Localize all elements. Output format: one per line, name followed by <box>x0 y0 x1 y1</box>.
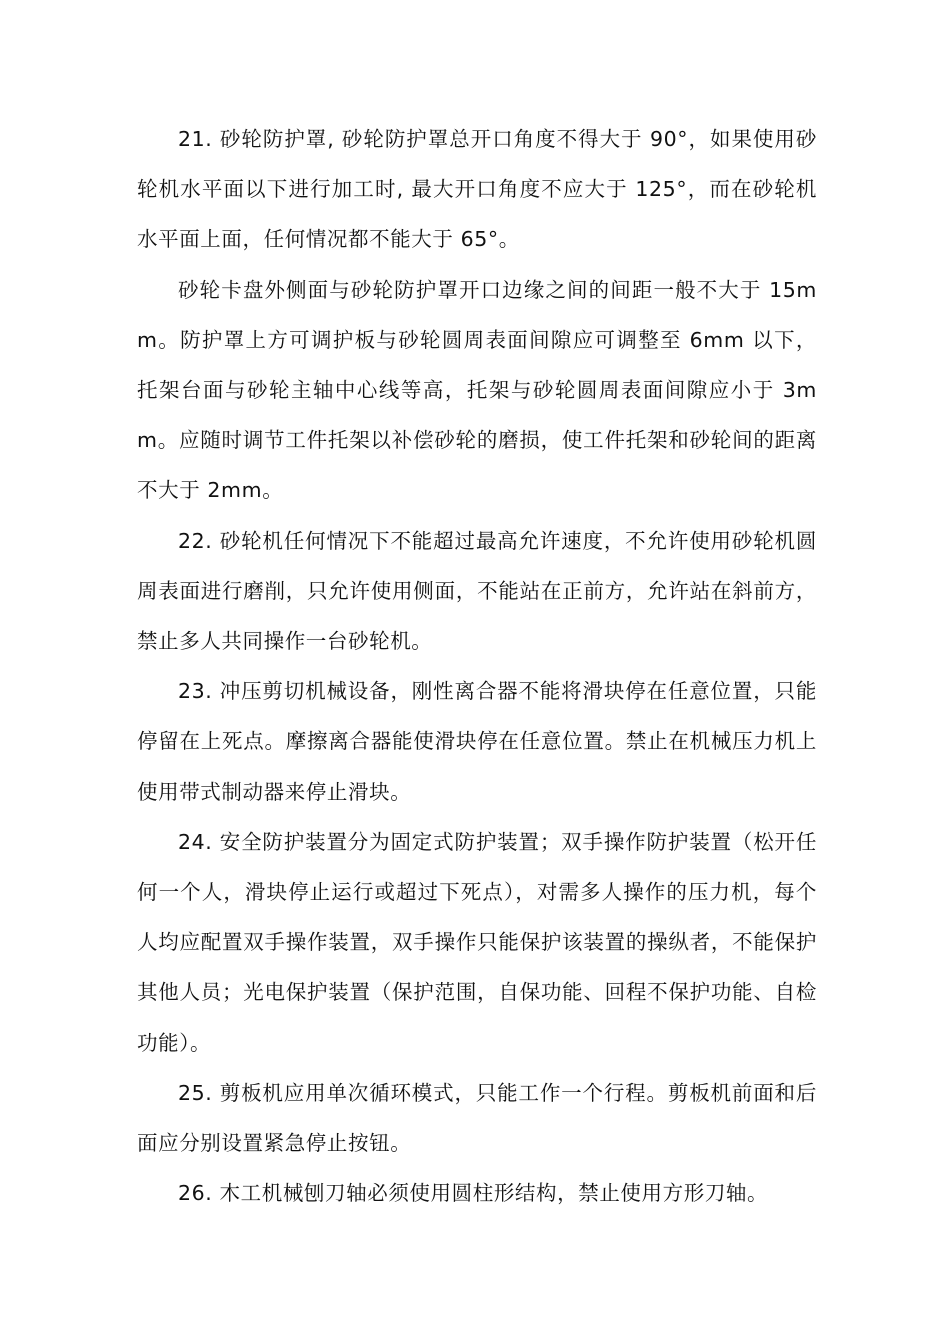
paragraph-21: 21. 砂轮防护罩, 砂轮防护罩总开口角度不得大于 90°，如果使用砂轮机水平面以下进行加工时, 最大开口角度不应大于 125°，而在砂轮机水平面上面，任何情况都不能大于 65°。 <box>137 127 817 252</box>
paragraph-26: 26. 木工机械刨刀轴必须使用圆柱形结构，禁止使用方形刀轴。 <box>178 1181 769 1206</box>
paragraph-23: 23. 冲压剪切机械设备，刚性离合器不能将滑块停在任意位置，只能停留在上死点。摩擦离合器能使滑块停在任意位置。禁止在机械压力机上使用带式制动器来停止滑块。 <box>137 679 817 804</box>
paragraph-24: 24. 安全防护装置分为固定式防护装置；双手操作防护装置（松开任何一个人，滑块停止运行或超过下死点），对需多人操作的压力机，每个人均应配置双手操作装置，双手操作只能保护该装置的操纵者，不能保护其他人员；光电保护装置（保护范围，自保功能、回程不保护功能、自检功能）。 <box>137 829 817 1055</box>
document-body <box>137 114 817 1218</box>
paragraph-22: 22. 砂轮机任何情况下不能超过最高允许速度，不允许使用砂轮机圆周表面进行磨削，只允许使用侧面，不能站在正前方，允许站在斜前方，禁止多人共同操作一台砂轮机。 <box>137 528 817 654</box>
paragraph-25: 25. 剪板机应用单次循环模式，只能工作一个行程。剪板机前面和后面应分别设置紧急停止按钮。 <box>137 1080 817 1156</box>
paragraph-21-continued: 砂轮卡盘外侧面与砂轮防护罩开口边缘之间的间距一般不大于 15mm。防护罩上方可调护板与砂轮圆周表面间隙应可调整至 6mm 以下，托架台面与砂轮主轴中心线等高，托架与砂轮圆周表面间隙应小于 3mm。应随时调节工件托架以补偿砂轮的磨损，使工件托架和砂轮间的距离不大于 2mm。 <box>137 277 817 503</box>
